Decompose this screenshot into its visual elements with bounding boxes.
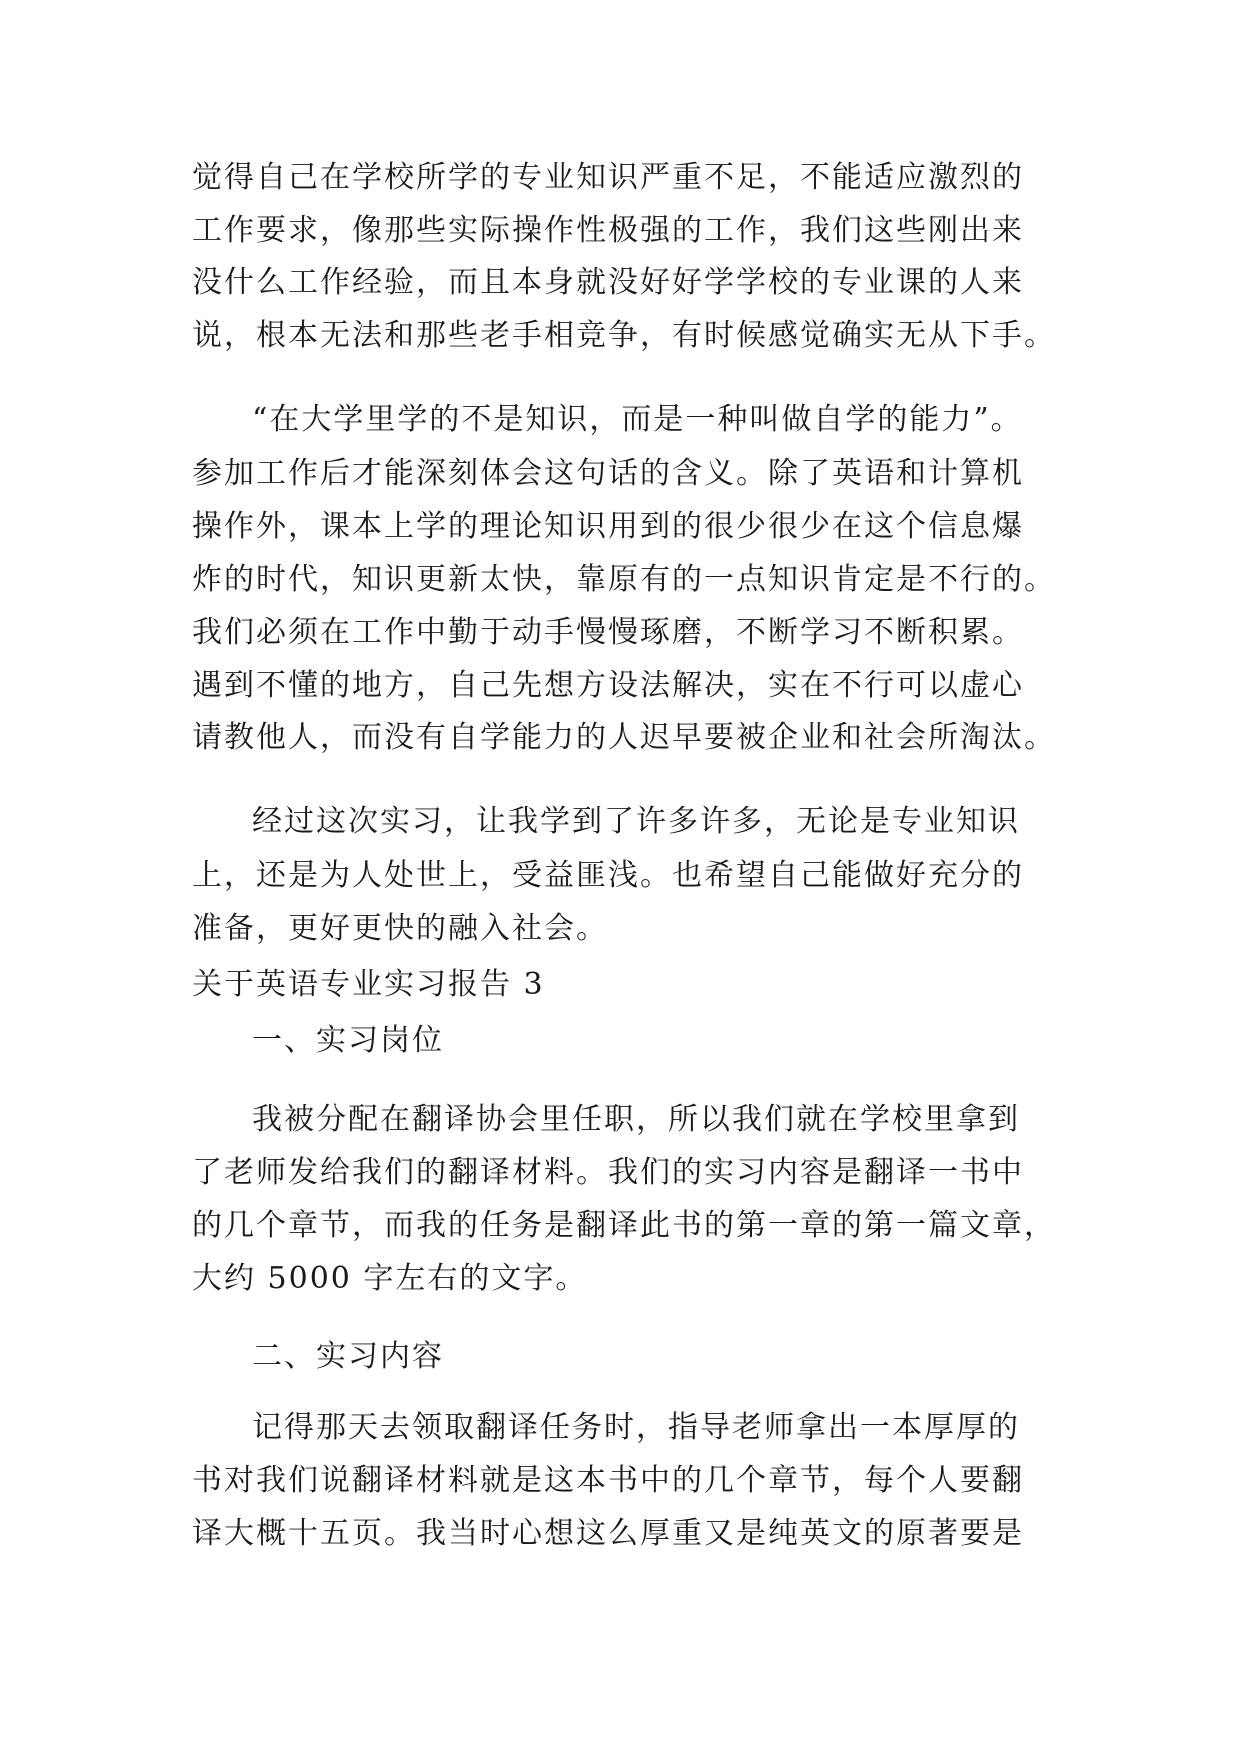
subheading: 一、实习岗位 — [252, 1023, 444, 1058]
text-line: 上，还是为人处世上，受益匪浅。也希望自己能做好充分的 — [192, 858, 1024, 893]
text-line: 请教他人，而没有自学能力的人迟早要被企业和社会所淘汰。 — [192, 720, 1056, 755]
text-line: 工作要求，像那些实际操作性极强的工作，我们这些刚出来 — [192, 213, 1024, 248]
text-line: 炸的时代，知识更新太快，靠原有的一点知识肯定是不行的。 — [192, 562, 1056, 597]
text-line: 书对我们说翻译材料就是这本书中的几个章节，每个人要翻 — [192, 1463, 1024, 1498]
paragraph-first-line: “在大学里学的不是知识，而是一种叫做自学的能力”。 — [252, 402, 1023, 437]
text-line: 大约 5000 字左右的文字。 — [192, 1261, 588, 1296]
paragraph-first-line: 我被分配在翻译协会里任职，所以我们就在学校里拿到 — [252, 1102, 1020, 1137]
text-line: 准备，更好更快的融入社会。 — [192, 911, 608, 946]
text-line: 的几个章节，而我的任务是翻译此书的第一章的第一篇文章， — [192, 1208, 1056, 1243]
text-line: 觉得自己在学校所学的专业知识严重不足，不能适应激烈的 — [192, 160, 1024, 195]
text-line: 遇到不懂的地方，自己先想方设法解决，实在不行可以虚心 — [192, 668, 1024, 703]
subheading: 二、实习内容 — [252, 1339, 444, 1374]
text-line: 我们必须在工作中勤于动手慢慢琢磨，不断学习不断积累。 — [192, 615, 1024, 650]
text-line: 说，根本无法和那些老手相竞争，有时候感觉确实无从下手。 — [192, 318, 1056, 353]
text-line: 了老师发给我们的翻译材料。我们的实习内容是翻译一书中 — [192, 1155, 1024, 1190]
paragraph-first-line: 经过这次实习，让我学到了许多许多，无论是专业知识 — [252, 804, 1020, 839]
text-line: 没什么工作经验，而且本身就没好好学学校的专业课的人来 — [192, 265, 1024, 300]
text-line: 译大概十五页。我当时心想这么厚重又是纯英文的原著要是 — [192, 1516, 1024, 1551]
paragraph-first-line: 记得那天去领取翻译任务时，指导老师拿出一本厚厚的 — [252, 1410, 1020, 1445]
text-line: 操作外，课本上学的理论知识用到的很少很少在这个信息爆 — [192, 509, 1024, 544]
text-line: 参加工作后才能深刻体会这句话的含义。除了英语和计算机 — [192, 456, 1024, 491]
section-heading: 关于英语专业实习报告 3 — [192, 967, 545, 1002]
